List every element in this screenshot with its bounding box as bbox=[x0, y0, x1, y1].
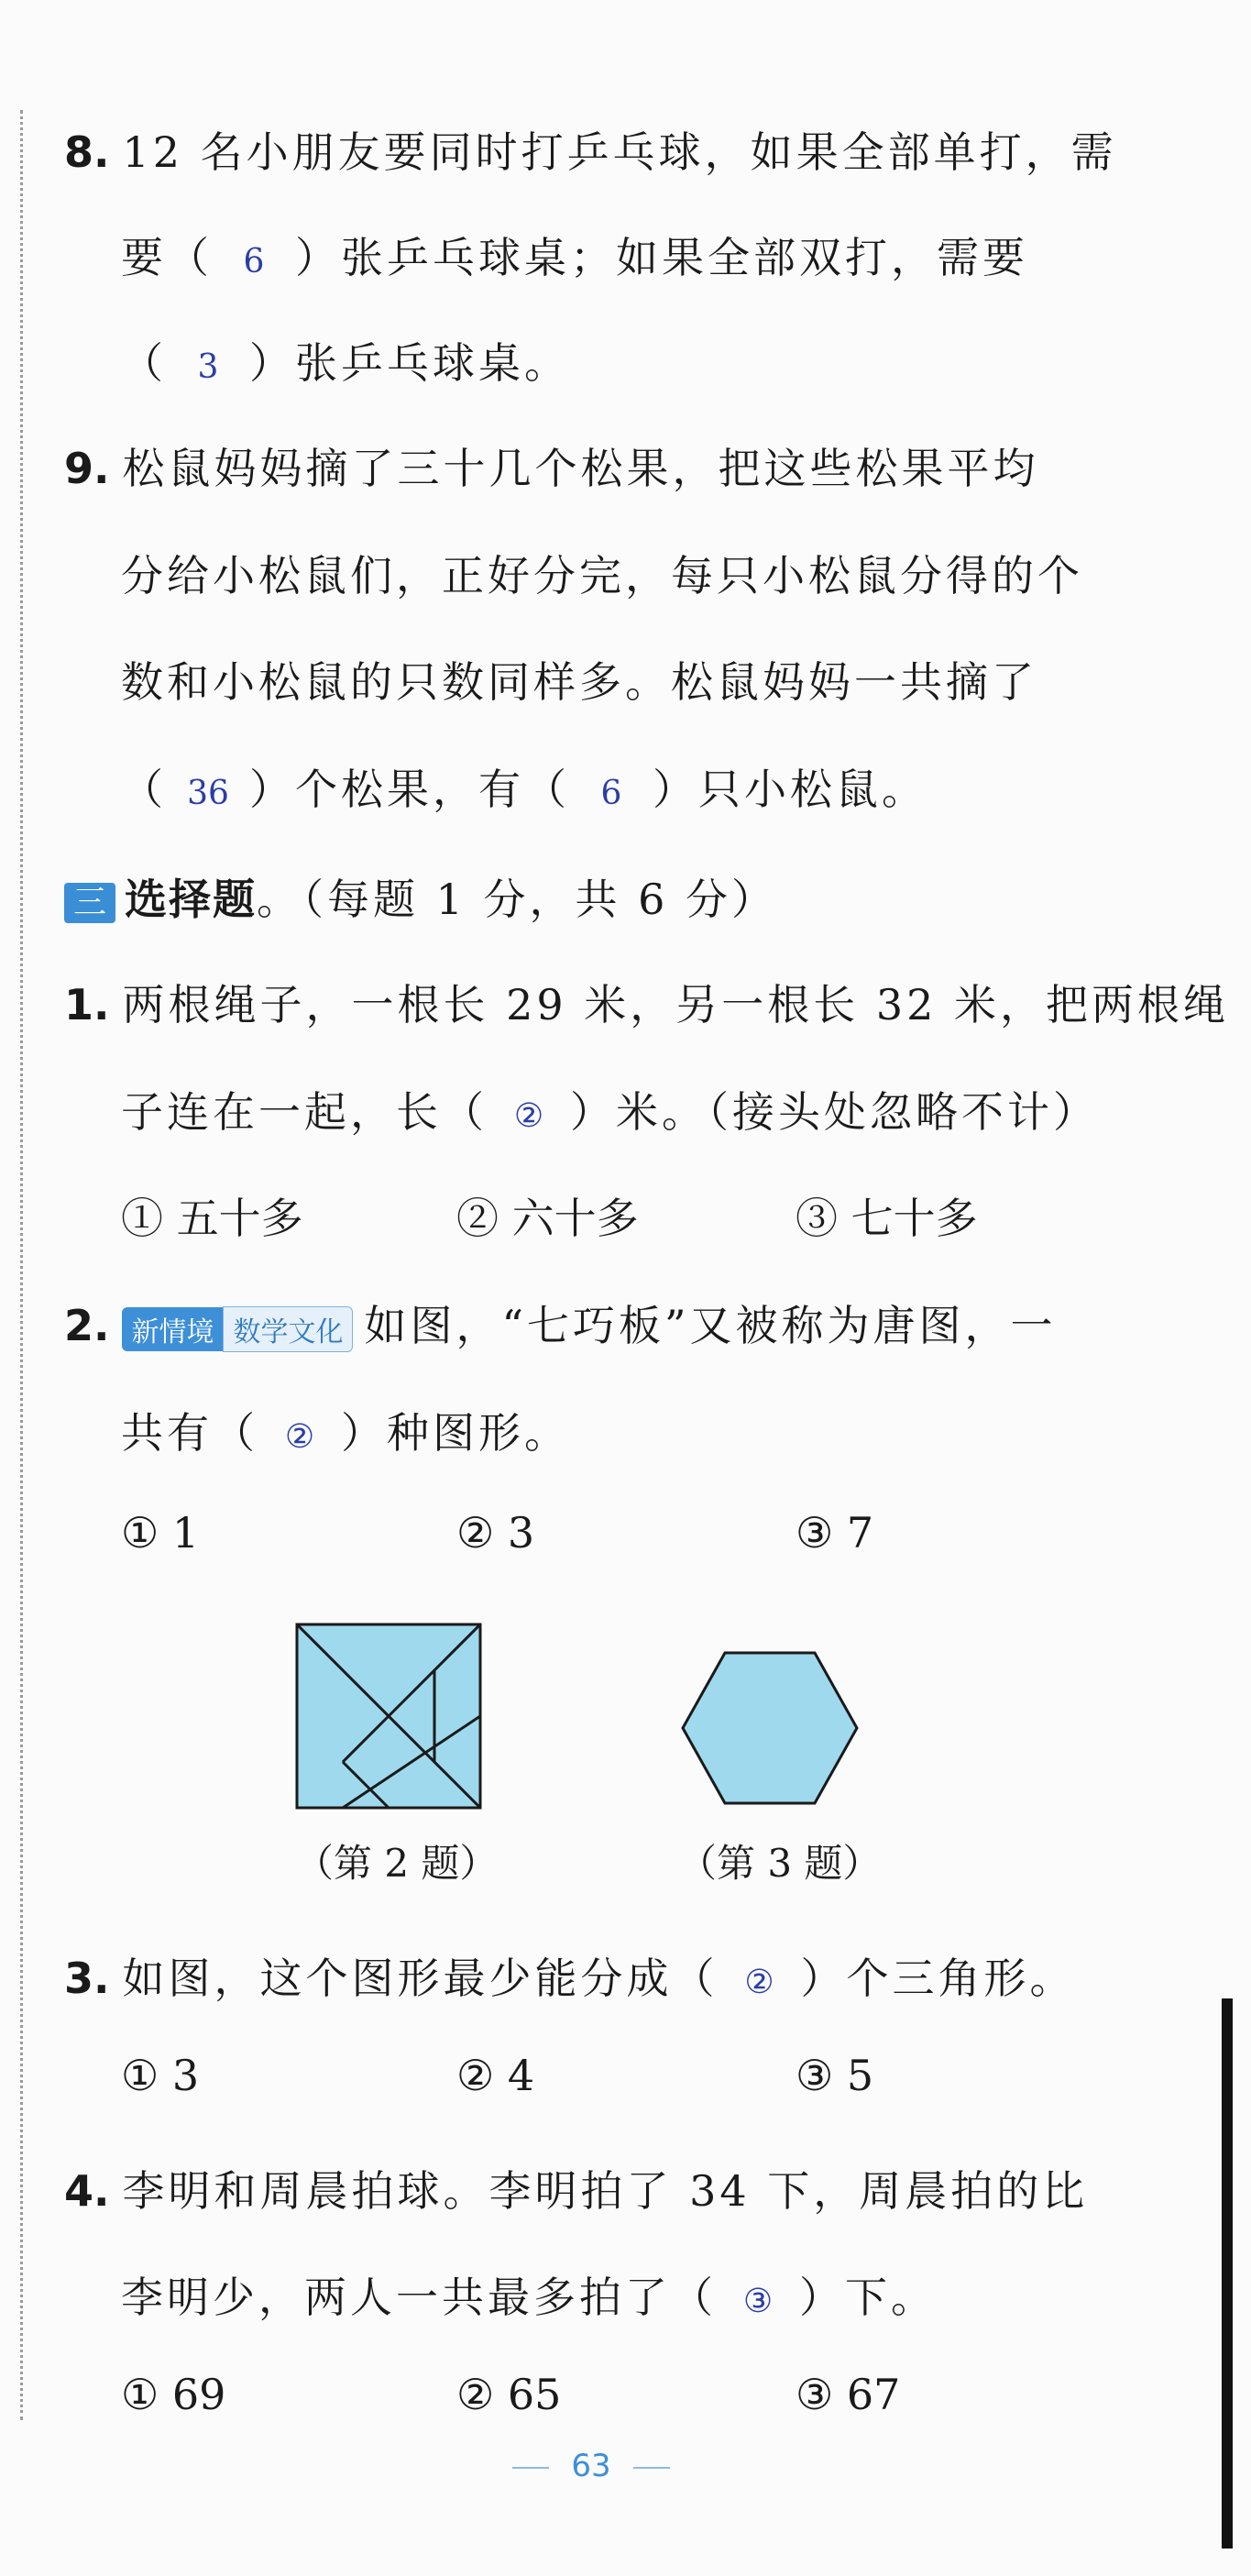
c2-number: 2. bbox=[64, 1301, 110, 1350]
c2-answer: ② bbox=[284, 1418, 315, 1456]
page-number-dash-right bbox=[633, 2467, 670, 2469]
c2-line2: 共有（ ② ）种图形。 bbox=[121, 1408, 570, 1458]
section-title: 选择题 bbox=[125, 875, 257, 924]
binding-margin-line bbox=[20, 110, 23, 2420]
c4-option-3: ③ 67 bbox=[796, 2370, 901, 2419]
c3-line1: 3. 如图，这个图形最少能分成（ ② ）个三角形。 bbox=[64, 1954, 1076, 2003]
c2-option-3: ③ 7 bbox=[796, 1508, 874, 1558]
c1-line2: 子连在一起，长（ ② ）米。（接头处忽略不计） bbox=[121, 1087, 1099, 1137]
c2-line1: 2. 新情境 数学文化 如图，“七巧板”又被称为唐图，一 bbox=[64, 1301, 1057, 1350]
c4-number: 4. bbox=[64, 2166, 110, 2216]
q8-number: 8. bbox=[64, 127, 110, 177]
page-number: 63 bbox=[0, 2448, 1182, 2484]
c3-number: 3. bbox=[64, 1954, 110, 2003]
c2-option-2: ② 3 bbox=[456, 1508, 535, 1558]
c3-answer: ② bbox=[744, 1964, 774, 2001]
page-number-dash-left bbox=[512, 2467, 549, 2469]
section-three-header bbox=[64, 866, 777, 927]
c4-line1: 4. 李明和周晨拍球。李明拍了 34 下，周晨拍的比 bbox=[64, 2166, 1089, 2216]
c2-option-1: ① 1 bbox=[121, 1508, 200, 1558]
c1-option-3: ③ 七十多 bbox=[796, 1194, 978, 1243]
hexagon-figure bbox=[680, 1650, 860, 1806]
c3-figure-caption: （第 3 题） bbox=[678, 1841, 882, 1886]
c1-option-1: ① 五十多 bbox=[121, 1194, 303, 1243]
q9-line1: 9. 松鼠妈妈摘了三十几个松果，把这些松果平均 bbox=[64, 444, 1039, 493]
c4-option-2: ② 65 bbox=[456, 2370, 562, 2419]
q9-line4: （ 36 ）个松果，有（ 6 ）只小松鼠。 bbox=[121, 765, 927, 814]
section-badge: 三 bbox=[64, 883, 115, 923]
c1-answer: ② bbox=[513, 1097, 544, 1135]
q8-answer-1: 6 bbox=[243, 243, 265, 281]
c3-option-2: ② 4 bbox=[456, 2051, 535, 2100]
q8-line2: 要（ 6 ）张乒乓球桌；如果全部双打，需要 bbox=[121, 233, 1028, 282]
new-context-tag: 新情境 bbox=[122, 1307, 223, 1351]
page-edge-bar bbox=[1222, 1998, 1233, 2548]
c4-line2: 李明少，两人一共最多拍了（ ③ ）下。 bbox=[121, 2273, 937, 2322]
c1-number: 1. bbox=[64, 980, 110, 1029]
section-note: 。（每题 1 分，共 6 分） bbox=[257, 875, 778, 924]
q9-number: 9. bbox=[64, 444, 110, 493]
math-culture-tag: 数学文化 bbox=[223, 1306, 353, 1352]
q9-answer-1: 36 bbox=[187, 775, 229, 812]
c1-line1: 1. 两根绳子，一根长 29 米，另一根长 32 米，把两根绳 bbox=[64, 980, 1230, 1029]
q9-answer-2: 6 bbox=[600, 775, 622, 812]
q9-line2: 分给小松鼠们，正好分完，每只小松鼠分得的个 bbox=[121, 551, 1083, 600]
c1-option-2: ② 六十多 bbox=[456, 1194, 639, 1243]
c3-option-1: ① 3 bbox=[121, 2051, 200, 2100]
q8-line1: 8. 12 名小朋友要同时打乒乓球，如果全部单打，需 bbox=[64, 127, 1117, 177]
c4-option-1: ① 69 bbox=[121, 2370, 226, 2419]
tangram-figure bbox=[295, 1623, 482, 1810]
q8-line3: （ 3 ）张乒乓球桌。 bbox=[121, 338, 570, 388]
q9-line3: 数和小松鼠的只数同样多。松鼠妈妈一共摘了 bbox=[121, 657, 1037, 707]
q8-answer-2: 3 bbox=[197, 348, 219, 386]
c2-figure-caption: （第 2 题） bbox=[295, 1841, 499, 1886]
c4-answer: ③ bbox=[742, 2283, 774, 2320]
c3-option-3: ③ 5 bbox=[796, 2051, 874, 2100]
